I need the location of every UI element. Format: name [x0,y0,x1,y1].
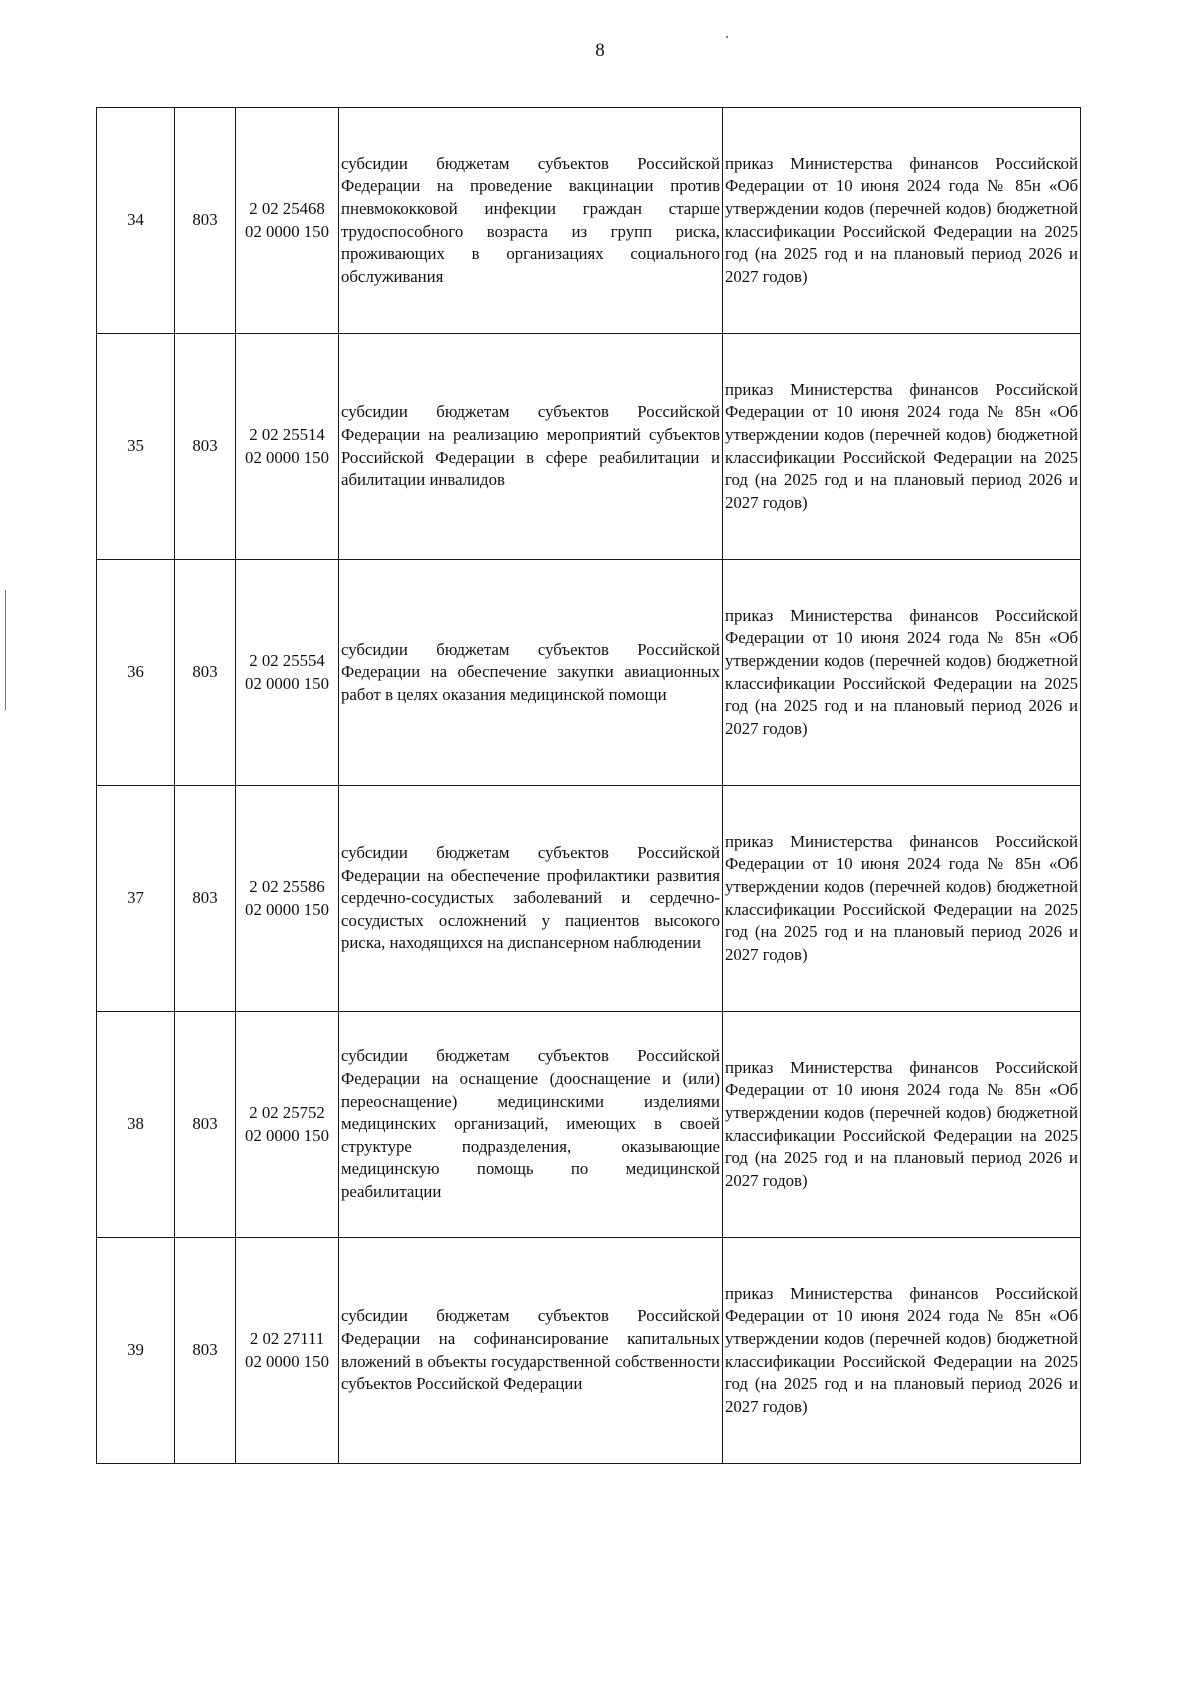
scan-margin-line [5,590,6,710]
legal-basis: приказ Министерства финансов Российской Федерации от 10 июня 2024 года № 85н «Об утверждении кодов (перечней кодов) бюджетной классификации Российской Федерации на 2025 год (на 2025 год и на плановый период 2026 и 2027 годов) [723,786,1081,1012]
code-line-1: 2 02 25586 [249,876,325,896]
table-row [97,108,1081,334]
table-row [97,786,1081,1012]
code-line-2: 02 0000 150 [245,1351,329,1371]
legal-basis: приказ Министерства финансов Российской Федерации от 10 июня 2024 года № 85н «Об утверждении кодов (перечней кодов) бюджетной классификации Российской Федерации на 2025 год (на 2025 год и на плановый период 2026 и 2027 годов) [723,108,1081,334]
administrator-code: 803 [175,786,236,1012]
budget-classification-code [236,560,339,786]
row-number: 36 [97,560,175,786]
revenue-description: субсидии бюджетам субъектов Российской Федерации на проведение вакцинации против пневмококковой инфекции граждан старше трудоспособного возраста из групп риска, проживающих в организациях социального обслуживания [339,108,723,334]
budget-classification-code [236,786,339,1012]
code-line-1: 2 02 25752 [249,1102,325,1122]
table-row [97,334,1081,560]
code-line-2: 02 0000 150 [245,899,329,919]
budget-classification-code [236,334,339,560]
table-row [97,1238,1081,1464]
legal-basis: приказ Министерства финансов Российской Федерации от 10 июня 2024 года № 85н «Об утверждении кодов (перечней кодов) бюджетной классификации Российской Федерации на 2025 год (на 2025 год и на плановый период 2026 и 2027 годов) [723,560,1081,786]
code-line-1: 2 02 27111 [249,1328,325,1348]
page-number: 8 [595,40,605,61]
budget-classification-code [236,1238,339,1464]
row-number: 34 [97,108,175,334]
administrator-code: 803 [175,334,236,560]
budget-classification-code [236,108,339,334]
row-number: 37 [97,786,175,1012]
code-line-2: 02 0000 150 [245,221,329,241]
administrator-code: 803 [175,1238,236,1464]
budget-classification-code [236,1012,339,1238]
revenue-description: субсидии бюджетам субъектов Российской Федерации на софинансирование капитальных вложений в объекты государственной собственности субъектов Российской Федерации [339,1238,723,1464]
code-line-2: 02 0000 150 [245,1125,329,1145]
revenue-description: субсидии бюджетам субъектов Российской Федерации на оснащение (дооснащение и (или) переоснащение) медицинскими изделиями медицинских организаций, имеющих в своей структуре подразделения, оказывающие медицинскую помощь по медицинской реабилитации [339,1012,723,1238]
code-line-2: 02 0000 150 [245,447,329,467]
row-number: 39 [97,1238,175,1464]
row-number: 38 [97,1012,175,1238]
legal-basis: приказ Министерства финансов Российской Федерации от 10 июня 2024 года № 85н «Об утверждении кодов (перечней кодов) бюджетной классификации Российской Федерации на 2025 год (на 2025 год и на плановый период 2026 и 2027 годов) [723,1238,1081,1464]
legal-basis: приказ Министерства финансов Российской Федерации от 10 июня 2024 года № 85н «Об утверждении кодов (перечней кодов) бюджетной классификации Российской Федерации на 2025 год (на 2025 год и на плановый период 2026 и 2027 годов) [723,1012,1081,1238]
administrator-code: 803 [175,108,236,334]
revenue-description: субсидии бюджетам субъектов Российской Федерации на обеспечение профилактики развития сердечно-сосудистых заболеваний и сердечно-сосудистых осложнений у пациентов высокого риска, находящихся на диспансерном наблюдении [339,786,723,1012]
row-number: 35 [97,334,175,560]
legal-basis: приказ Министерства финансов Российской Федерации от 10 июня 2024 года № 85н «Об утверждении кодов (перечней кодов) бюджетной классификации Российской Федерации на 2025 год (на 2025 год и на плановый период 2026 и 2027 годов) [723,334,1081,560]
revenue-description: субсидии бюджетам субъектов Российской Федерации на реализацию мероприятий субъектов Российской Федерации в сфере реабилитации и абилитации инвалидов [339,334,723,560]
administrator-code: 803 [175,1012,236,1238]
scan-speck [726,36,728,38]
code-line-1: 2 02 25468 [249,198,325,218]
table-row [97,560,1081,786]
table-row [97,1012,1081,1238]
code-line-1: 2 02 25514 [249,424,325,444]
budget-codes-table [96,107,1081,1464]
code-line-1: 2 02 25554 [249,650,325,670]
revenue-description: субсидии бюджетам субъектов Российской Федерации на обеспечение закупки авиационных работ в целях оказания медицинской помощи [339,560,723,786]
code-line-2: 02 0000 150 [245,673,329,693]
administrator-code: 803 [175,560,236,786]
